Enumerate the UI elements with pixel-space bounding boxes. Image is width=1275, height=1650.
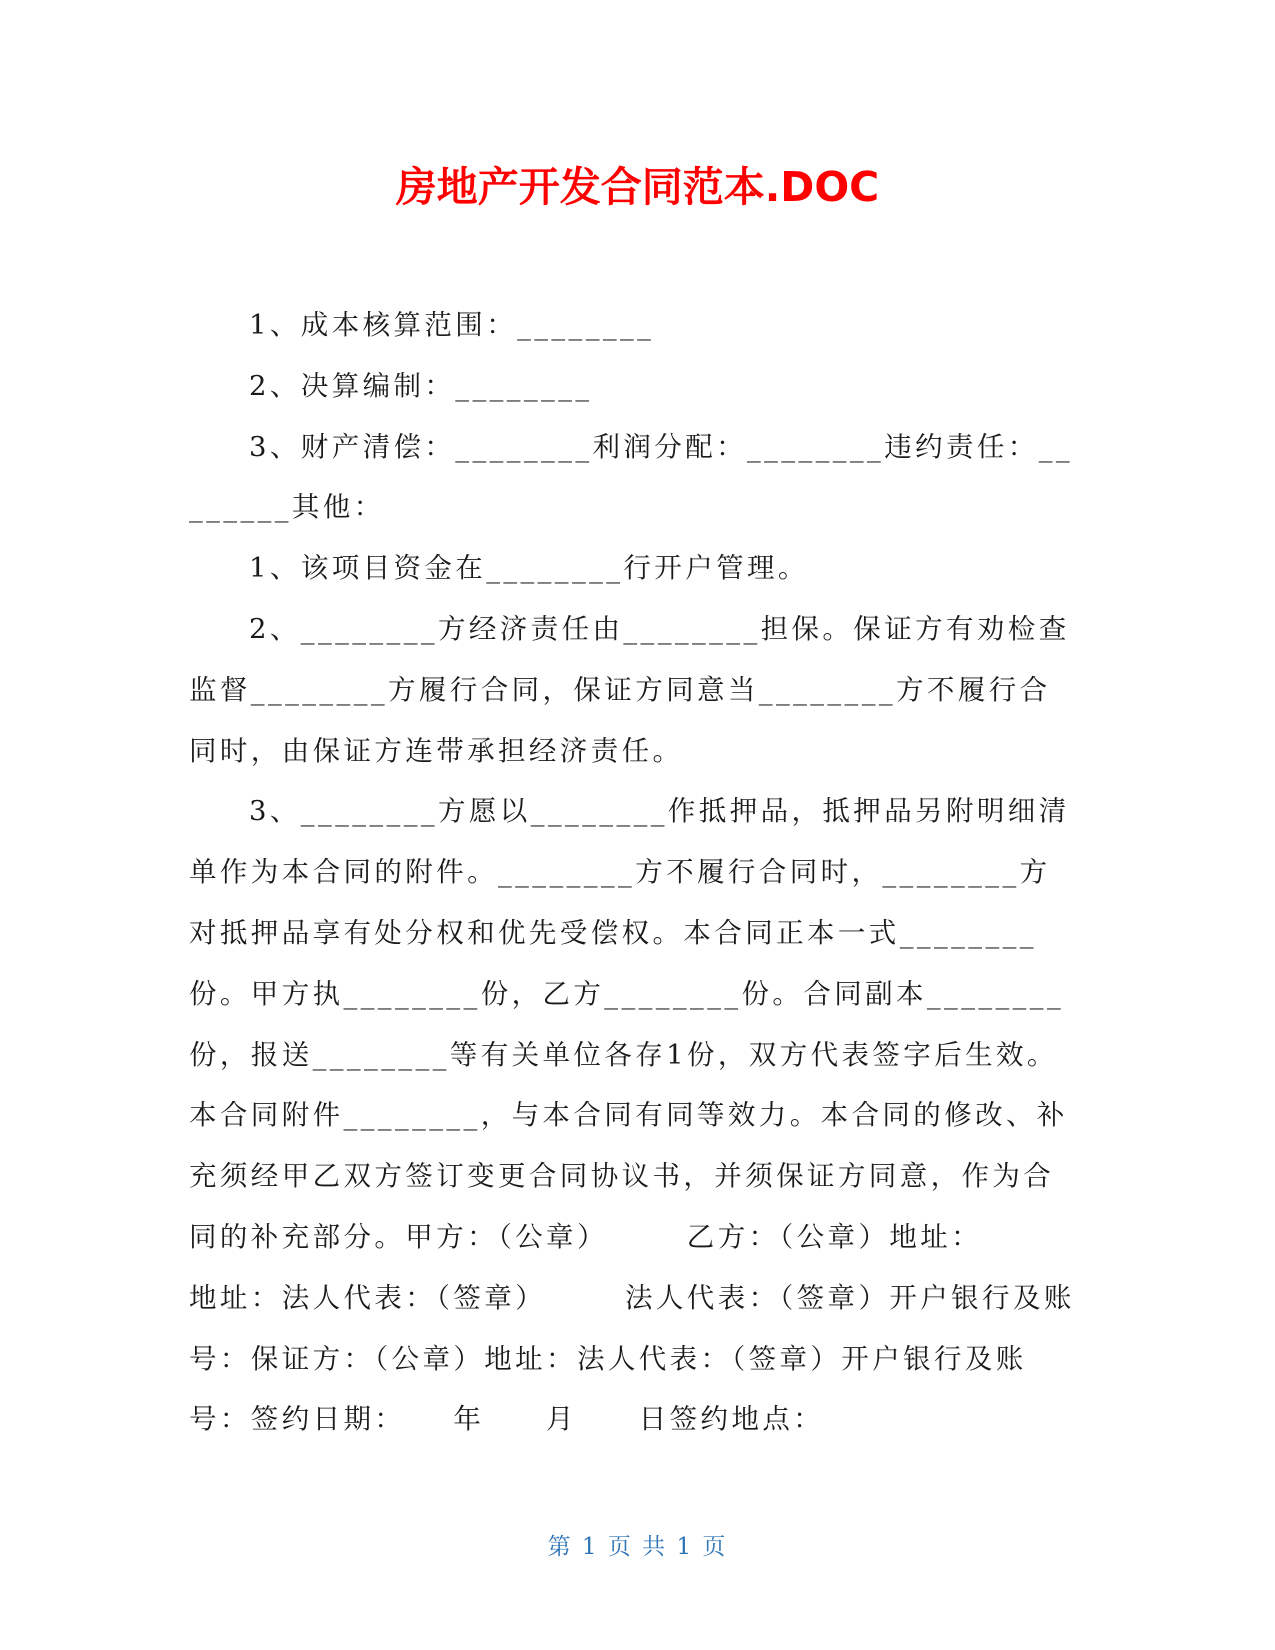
body-paragraph: 3、财产清偿：________利润分配：________违约责任：________其他： — [189, 430, 1073, 524]
document-body — [189, 295, 1154, 1450]
document-title: 房地产开发合同范本.DOC — [395, 163, 880, 211]
body-paragraph: 1、成本核算范围：________ — [249, 309, 655, 341]
body-paragraph: 2、决算编制：________ — [249, 369, 593, 402]
body-paragraph: 2、________方经济责任由________担保。保证方有劝检查监督________方履行合同，保证方同意当________方不履行合同时，由保证方连带承担经济责任。 — [189, 612, 1070, 767]
body-paragraph: 3、________方愿以________作抵押品，抵押品另附明细清单作为本合同的附件。________方不履行合同时，________方对抵押品享有处分权和优先受偿权。本合同正本一式________份。甲方执________份，乙方________份。合同副本________份，报送________等有关单位各存1份，双方代表签字后生效。本合同附件________，与本合同有同等效力。本合同的修改、补充须经甲乙双方签订变更合同协议书，并须保证方同意，作为合同的补充部分。甲方：（公章） 乙方：（公章）地址： 地址：法人代表：（签章） 法人代表：（签章）开户银行及账号：保证方：（公章）地址：法人代表：（签章）开户银行及账号：签约日期： 年 月 日签约地点： — [189, 795, 1154, 1436]
page-number-footer: 第 1 页 共 1 页 — [547, 1534, 728, 1560]
body-paragraph: 1、该项目资金在________行开户管理。 — [249, 552, 809, 585]
